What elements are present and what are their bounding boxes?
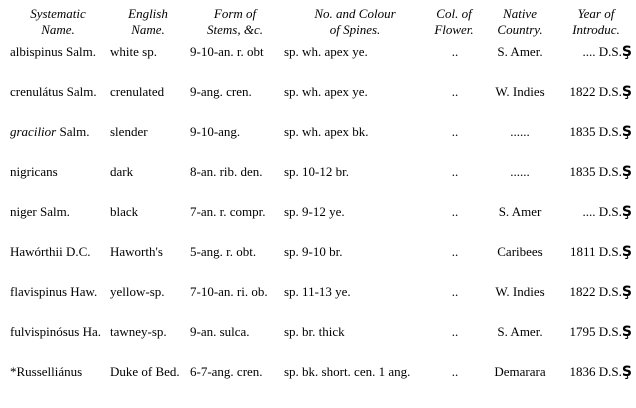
systematic-name-cell	[8, 162, 108, 202]
native-country-cell: ......	[510, 164, 530, 179]
english-name-cell: white sp.	[110, 44, 157, 59]
stove-symbol-icon: Ş	[621, 204, 632, 220]
stem-form-cell: 5-ang. r. obt.	[190, 244, 257, 259]
stove-symbol-icon: Ş	[621, 324, 632, 340]
flower-colour-cell: ..	[451, 284, 459, 299]
year-introduced: .... D.S.	[582, 204, 622, 219]
year-introduced: 1822 D.S.	[569, 284, 622, 299]
header-systematic-name: Systematic Name.	[30, 6, 86, 37]
flower-colour-cell: ..	[451, 244, 459, 259]
systematic-name-cell	[8, 82, 108, 122]
table-row	[8, 362, 632, 402]
header-english-name: English Name.	[128, 6, 168, 37]
header-form-of-stems: Form of Stems, &c.	[207, 6, 263, 37]
native-country-cell: Caribees	[497, 244, 543, 259]
systematic-name-cell	[8, 202, 108, 242]
native-country-cell: Demarara	[494, 364, 546, 379]
systematic-name-cell	[8, 42, 108, 82]
english-name-cell: dark	[110, 164, 134, 179]
year-introduced: 1835 D.S.	[569, 164, 622, 179]
stem-form-cell: 9-an. sulca.	[190, 324, 250, 339]
spines-cell: sp. bk. short. cen. 1 ang.	[284, 364, 411, 379]
systematic-name-cell	[8, 322, 108, 362]
flower-colour-cell: ..	[451, 164, 459, 179]
systematic-name: nigricans	[10, 164, 58, 179]
header-spines: No. and Colour of Spines.	[314, 6, 396, 37]
year-introduced-cell	[560, 322, 632, 362]
stem-form-cell: 9-10-ang.	[190, 124, 241, 139]
stem-form-cell: 9-ang. cren.	[190, 84, 252, 99]
header-row	[8, 4, 632, 42]
table-row	[8, 322, 632, 362]
stove-symbol-icon: Ş	[621, 124, 632, 140]
year-introduced: 1811 D.S.	[570, 244, 622, 259]
year-introduced-cell	[560, 122, 632, 162]
stem-form-cell: 6-7-ang. cren.	[190, 364, 263, 379]
systematic-name-cell	[8, 122, 108, 162]
spines-cell: sp. 9-12 ye.	[284, 204, 345, 219]
table-row	[8, 202, 632, 242]
header-native-country: Native Country.	[497, 6, 543, 37]
systematic-name: flavispinus Haw.	[10, 284, 98, 299]
header-flower-colour: Col. of Flower.	[434, 6, 474, 37]
flower-colour-cell: ..	[451, 204, 459, 219]
english-name-cell: black	[110, 204, 139, 219]
systematic-name-cell	[8, 282, 108, 322]
systematic-name-cell	[8, 362, 108, 402]
year-introduced: 1836 D.S.	[569, 364, 622, 379]
native-country-cell: S. Amer.	[497, 324, 543, 339]
table-row	[8, 42, 632, 82]
stem-form-cell: 7-10-an. ri. ob.	[190, 284, 268, 299]
systematic-name: gracilior	[10, 124, 57, 139]
header-year-introduced: Year of Introduc.	[572, 6, 620, 37]
systematic-name: Hawórthii D.C.	[10, 244, 91, 259]
english-name-cell: slender	[110, 124, 148, 139]
flower-colour-cell: ..	[451, 84, 459, 99]
table-row	[8, 242, 632, 282]
stove-symbol-icon: Ş	[621, 284, 632, 300]
flower-colour-cell: ..	[451, 364, 459, 379]
stove-symbol-icon: Ş	[621, 164, 632, 180]
english-name-cell: Duke of Bed.	[110, 364, 180, 379]
year-introduced: .... D.S.	[582, 44, 622, 59]
flower-colour-cell: ..	[451, 324, 459, 339]
systematic-name: *Russelliánus	[10, 364, 83, 379]
stove-symbol-icon: Ş	[621, 44, 632, 60]
native-country-cell: W. Indies	[495, 84, 545, 99]
stove-symbol-icon: Ş	[621, 244, 632, 260]
stem-form-cell: 9-10-an. r. obt	[190, 44, 264, 59]
systematic-name: fulvispinósus Ha.	[10, 324, 101, 339]
spines-cell: sp. wh. apex ye.	[284, 84, 368, 99]
systematic-name: niger Salm.	[10, 204, 70, 219]
spines-cell: sp. 10-12 br.	[284, 164, 349, 179]
stove-symbol-icon: Ş	[621, 364, 632, 380]
table-row	[8, 282, 632, 322]
spines-cell: sp. 11-13 ye.	[284, 284, 351, 299]
year-introduced-cell	[560, 162, 632, 202]
english-name-cell: tawney-sp.	[110, 324, 167, 339]
year-introduced: 1795 D.S.	[569, 324, 622, 339]
table-body	[8, 42, 632, 402]
stove-symbol-icon: Ş	[621, 84, 632, 100]
year-introduced-cell	[560, 82, 632, 122]
native-country-cell: W. Indies	[495, 284, 545, 299]
native-country-cell: S. Amer.	[497, 44, 543, 59]
spines-cell: sp. wh. apex bk.	[284, 124, 369, 139]
systematic-name-authority: Salm.	[56, 124, 90, 139]
year-introduced-cell	[560, 282, 632, 322]
native-country-cell: S. Amer	[498, 204, 542, 219]
flower-colour-cell: ..	[451, 44, 459, 59]
stem-form-cell: 8-an. rib. den.	[190, 164, 263, 179]
systematic-name: albispinus Salm.	[10, 44, 96, 59]
table-row	[8, 82, 632, 122]
table-row	[8, 122, 632, 162]
spines-cell: sp. br. thick	[284, 324, 345, 339]
year-introduced-cell	[560, 362, 632, 402]
table-row	[8, 162, 632, 202]
spines-cell: sp. wh. apex ye.	[284, 44, 368, 59]
english-name-cell: Haworth's	[110, 244, 163, 259]
year-introduced: 1835 D.S.	[569, 124, 622, 139]
year-introduced-cell	[560, 42, 632, 82]
systematic-name: crenulátus Salm.	[10, 84, 97, 99]
flower-colour-cell: ..	[451, 124, 459, 139]
species-table	[8, 4, 632, 402]
stem-form-cell: 7-an. r. compr.	[190, 204, 266, 219]
year-introduced-cell	[560, 242, 632, 282]
english-name-cell: crenulated	[110, 84, 165, 99]
english-name-cell: yellow-sp.	[110, 284, 165, 299]
systematic-name-cell	[8, 242, 108, 282]
native-country-cell: ......	[510, 124, 530, 139]
spines-cell: sp. 9-10 br.	[284, 244, 343, 259]
year-introduced: 1822 D.S.	[569, 84, 622, 99]
year-introduced-cell	[560, 202, 632, 242]
